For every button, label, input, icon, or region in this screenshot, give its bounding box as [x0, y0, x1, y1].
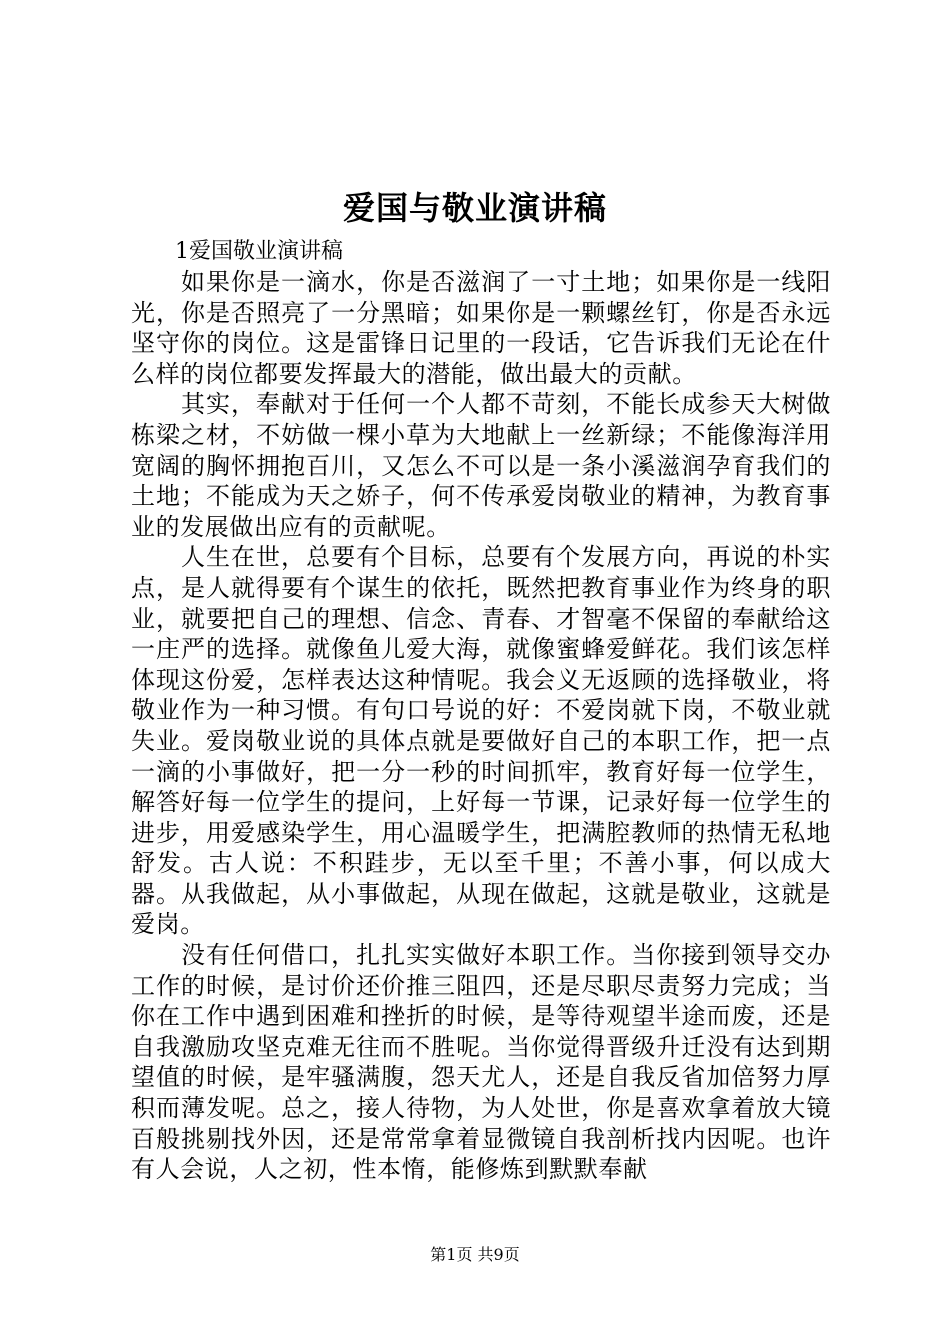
document-title: 爱国与敬业演讲稿	[342, 189, 607, 227]
paragraph-3: 人生在世，总要有个目标，总要有个发展方向，再说的朴实点，是人就得要有个谋生的依托，既然把教育事业作为终身的职业，就要把自己的理想、信念、青春、才智毫不保留的奉献给这一庄严的选择。就像鱼儿爱大海，就像蜜蜂爱鲜花。我们该怎样体现这份爱，怎样表达这种情呢。我会义无返顾的选择敬业，将敬业作为一种习惯。有句口号说的好：不爱岗就下岗，不敬业就失业。爱岗敬业说的具体点就是要做好自己的本职工作，把一点一滴的小事做好，把一分一秒的时间抓牢，教育好每一位学生，解答好每一位学生的提问，上好每一节课，记录好每一位学生的进步，用爱感染学生，用心温暖学生，把满腔教师的热情无私地舒发。古人说：不积跬步，无以至千里；不善小事，何以成大器。从我做起，从小事做起，从现在做起，这就是敬业，这就是爱岗。	[131, 543, 831, 939]
document-body	[131, 236, 831, 1185]
page-number-footer: 第1页 共9页	[430, 1245, 520, 1264]
paragraph-1: 如果你是一滴水，你是否滋润了一寸土地；如果你是一线阳光，你是否照亮了一分黑暗；如果你是一颗螺丝钉，你是否永远坚守你的岗位。这是雷锋日记里的一段话，它告诉我们无论在什么样的岗位都要发挥最大的潜能，做出最大的贡献。	[131, 268, 831, 388]
paragraph-4: 没有任何借口，扎扎实实做好本职工作。当你接到领导交办工作的时候，是讨价还价推三阻四，还是尽职尽责努力完成；当你在工作中遇到困难和挫折的时候，是等待观望半途而废，还是自我激励攻坚克难无往而不胜呢。当你觉得晋级升迁没有达到期望值的时候，是牢骚满腹，怨天尤人，还是自我反省加倍努力厚积而薄发呢。总之，接人待物，为人处世，你是喜欢拿着放大镜百般挑剔找外因，还是常常拿着显微镜自我剖析找内因呢。也许有人会说，人之初，性本惰，能修炼到默默奉献	[131, 941, 831, 1184]
document-subtitle: 1爱国敬业演讲稿	[175, 239, 343, 264]
paragraph-2: 其实，奉献对于任何一个人都不苛刻，不能长成参天大树做栋梁之材，不妨做一棵小草为大地献上一丝新绿；不能像海洋用宽阔的胸怀拥抱百川，又怎么不可以是一条小溪滋润孕育我们的土地；不能成为天之娇子，何不传承爱岗敬业的精神，为教育事业的发展做出应有的贡献呢。	[131, 390, 831, 541]
